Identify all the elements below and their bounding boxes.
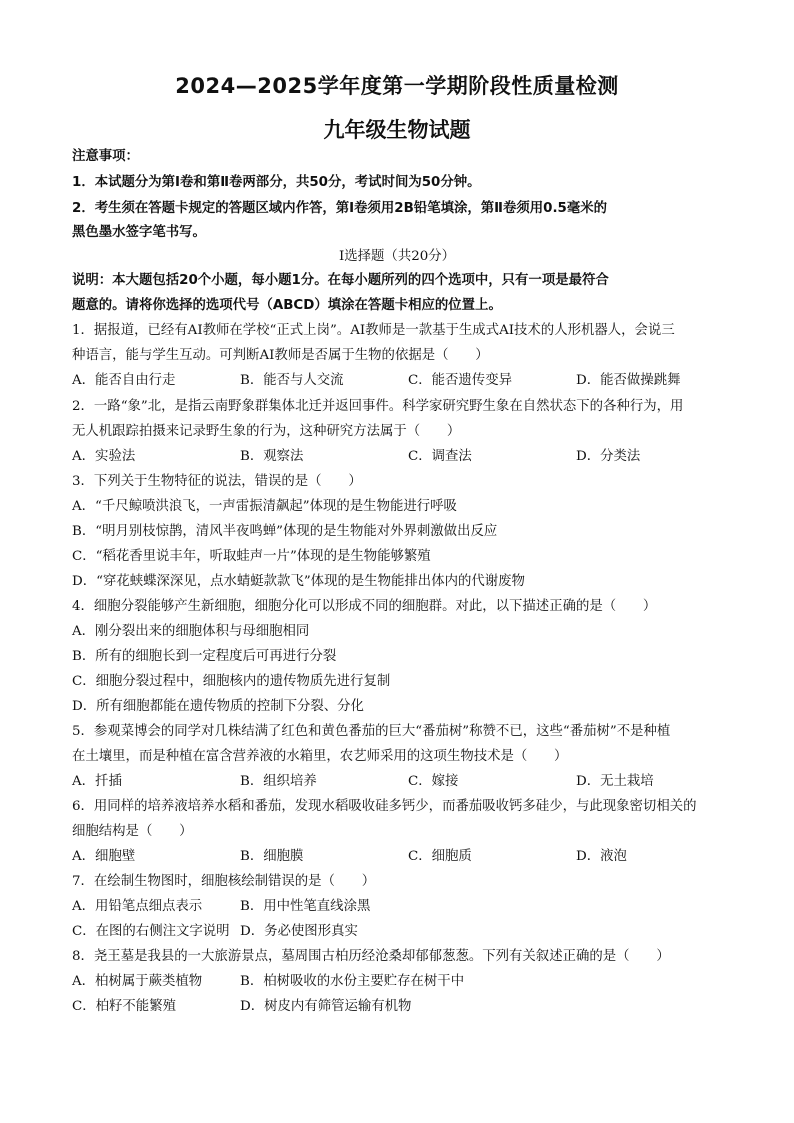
question-1-option-d: D．能否做操跳舞: [576, 373, 681, 388]
question-4-option-b: B．所有的细胞长到一定程度后可再进行分裂: [72, 649, 337, 664]
notice-item-2-line-2: 黑色墨水签字笔书写。: [72, 225, 206, 240]
section-title: Ⅰ选择题（共20分）: [338, 249, 456, 264]
question-8-option-b: B．柏树吸收的水份主要贮存在树干中: [240, 974, 465, 989]
notice-item-2-line-1: 2．考生须在答题卡规定的答题区域内作答，第Ⅰ卷须用2B铅笔填涂，第Ⅱ卷须用0.5毫米的: [72, 201, 608, 216]
question-5-option-c: C．嫁接: [408, 774, 459, 789]
question-7-option-a: A．用铅笔点细点表示: [72, 899, 203, 914]
question-3-line-1: 3．下列关于生物特征的说法，错误的是（ ）: [72, 474, 362, 489]
question-1-line-2: 种语言，能与学生互动。可判断AI教师是否属于生物的依据是（ ）: [72, 348, 489, 363]
question-3-option-a: A．“千尺鲸喷洪浪飞，一声雷振清飙起”体现的是生物能进行呼吸: [72, 499, 457, 514]
question-5-line-2: 在土壤里，而是种植在富含营养液的水箱里，农艺师采用的这项生物技术是（ ）: [72, 749, 568, 764]
question-6-line-2: 细胞结构是（ ）: [72, 824, 193, 839]
question-2-option-c: C．调查法: [408, 449, 472, 464]
question-2-line-1: 2．一路“象”北，是指云南野象群集体北迁并返回事件。科学家研究野生象在自然状态下的各种行为，用: [72, 399, 684, 414]
exam-title: 2024—2025学年度第一学期阶段性质量检测: [175, 74, 619, 98]
question-7-option-b: B．用中性笔直线涂黑: [240, 899, 371, 914]
question-1-option-a: A．能否自由行走: [72, 373, 176, 388]
question-7-line-1: 7．在绘制生物图时，细胞核绘制错误的是（ ）: [72, 874, 376, 889]
question-1-line-1: 1．据报道，已经有AI教师在学校“正式上岗”。AI教师是一款基于生成式AI技术的人形机器人，会说三: [72, 323, 675, 338]
question-6-option-c: C．细胞质: [408, 849, 472, 864]
notice-item-1: 1．本试题分为第Ⅰ卷和第Ⅱ卷两部分，共50分，考试时间为50分钟。: [72, 175, 481, 190]
question-8-line-1: 8．尧王墓是我县的一大旅游景点，墓周围古柏历经沧桑却郁郁葱葱。下列有关叙述正确的是（ ）: [72, 949, 670, 964]
question-8-option-d: D．树皮内有筛管运输有机物: [240, 999, 412, 1014]
question-1-option-b: B．能否与人交流: [240, 373, 344, 388]
section-desc-line-2: 题意的。请将你选择的选项代号（ABCD）填涂在答题卡相应的位置上。: [72, 298, 502, 313]
question-2-line-2: 无人机跟踪拍摄来记录野生象的行为，这种研究方法属于（ ）: [72, 424, 461, 439]
question-7-option-c: C．在图的右侧注文字说明: [72, 924, 230, 939]
question-1-option-c: C．能否遗传变异: [408, 373, 512, 388]
question-7-option-d: D．务必使图形真实: [240, 924, 358, 939]
question-2-option-d: D．分类法: [576, 449, 641, 464]
question-4-option-c: C．细胞分裂过程中，细胞核内的遗传物质先进行复制: [72, 674, 391, 689]
question-8-option-a: A．柏树属于蕨类植物: [72, 974, 203, 989]
notice-heading: 注意事项：: [72, 149, 139, 164]
question-6-option-d: D．液泡: [576, 849, 627, 864]
question-4-option-a: A．刚分裂出来的细胞体积与母细胞相同: [72, 624, 310, 639]
question-3-option-c: C．“稻花香里说丰年，听取蛙声一片”体现的是生物能够繁殖: [72, 549, 431, 564]
question-4-option-d: D．所有细胞都能在遗传物质的控制下分裂、分化: [72, 699, 364, 714]
question-5-option-d: D．无土栽培: [576, 774, 654, 789]
question-5-line-1: 5．参观菜博会的同学对几株结满了红色和黄色番茄的巨大“番茄树”称赞不已，这些“番茄树”不是种植: [72, 724, 671, 739]
question-6-option-b: B．细胞膜: [240, 849, 304, 864]
question-6-line-1: 6．用同样的培养液培养水稻和番茄，发现水稻吸收硅多钙少，而番茄吸收钙多硅少，与此现象密切相关的: [72, 799, 697, 814]
question-4-line-1: 4．细胞分裂能够产生新细胞，细胞分化可以形成不同的细胞群。对此，以下描述正确的是（ ）: [72, 599, 657, 614]
exam-subtitle: 九年级生物试题: [323, 118, 471, 142]
question-6-option-a: A．细胞壁: [72, 849, 136, 864]
question-5-option-a: A．扦插: [72, 774, 122, 789]
question-5-option-b: B．组织培养: [240, 774, 317, 789]
question-3-option-b: B．“明月别枝惊鹊，清风半夜鸣蝉”体现的是生物能对外界刺激做出反应: [72, 524, 498, 539]
question-3-option-d: D．“穿花蛱蝶深深见，点水蜻蜓款款飞”体现的是生物能排出体内的代谢废物: [72, 574, 525, 589]
section-desc-line-1: 说明：本大题包括20个小题，每小题1分。在每小题所列的四个选项中，只有一项是最符合: [72, 273, 609, 288]
question-8-option-c: C．柏籽不能繁殖: [72, 999, 176, 1014]
question-2-option-a: A．实验法: [72, 449, 136, 464]
question-2-option-b: B．观察法: [240, 449, 304, 464]
